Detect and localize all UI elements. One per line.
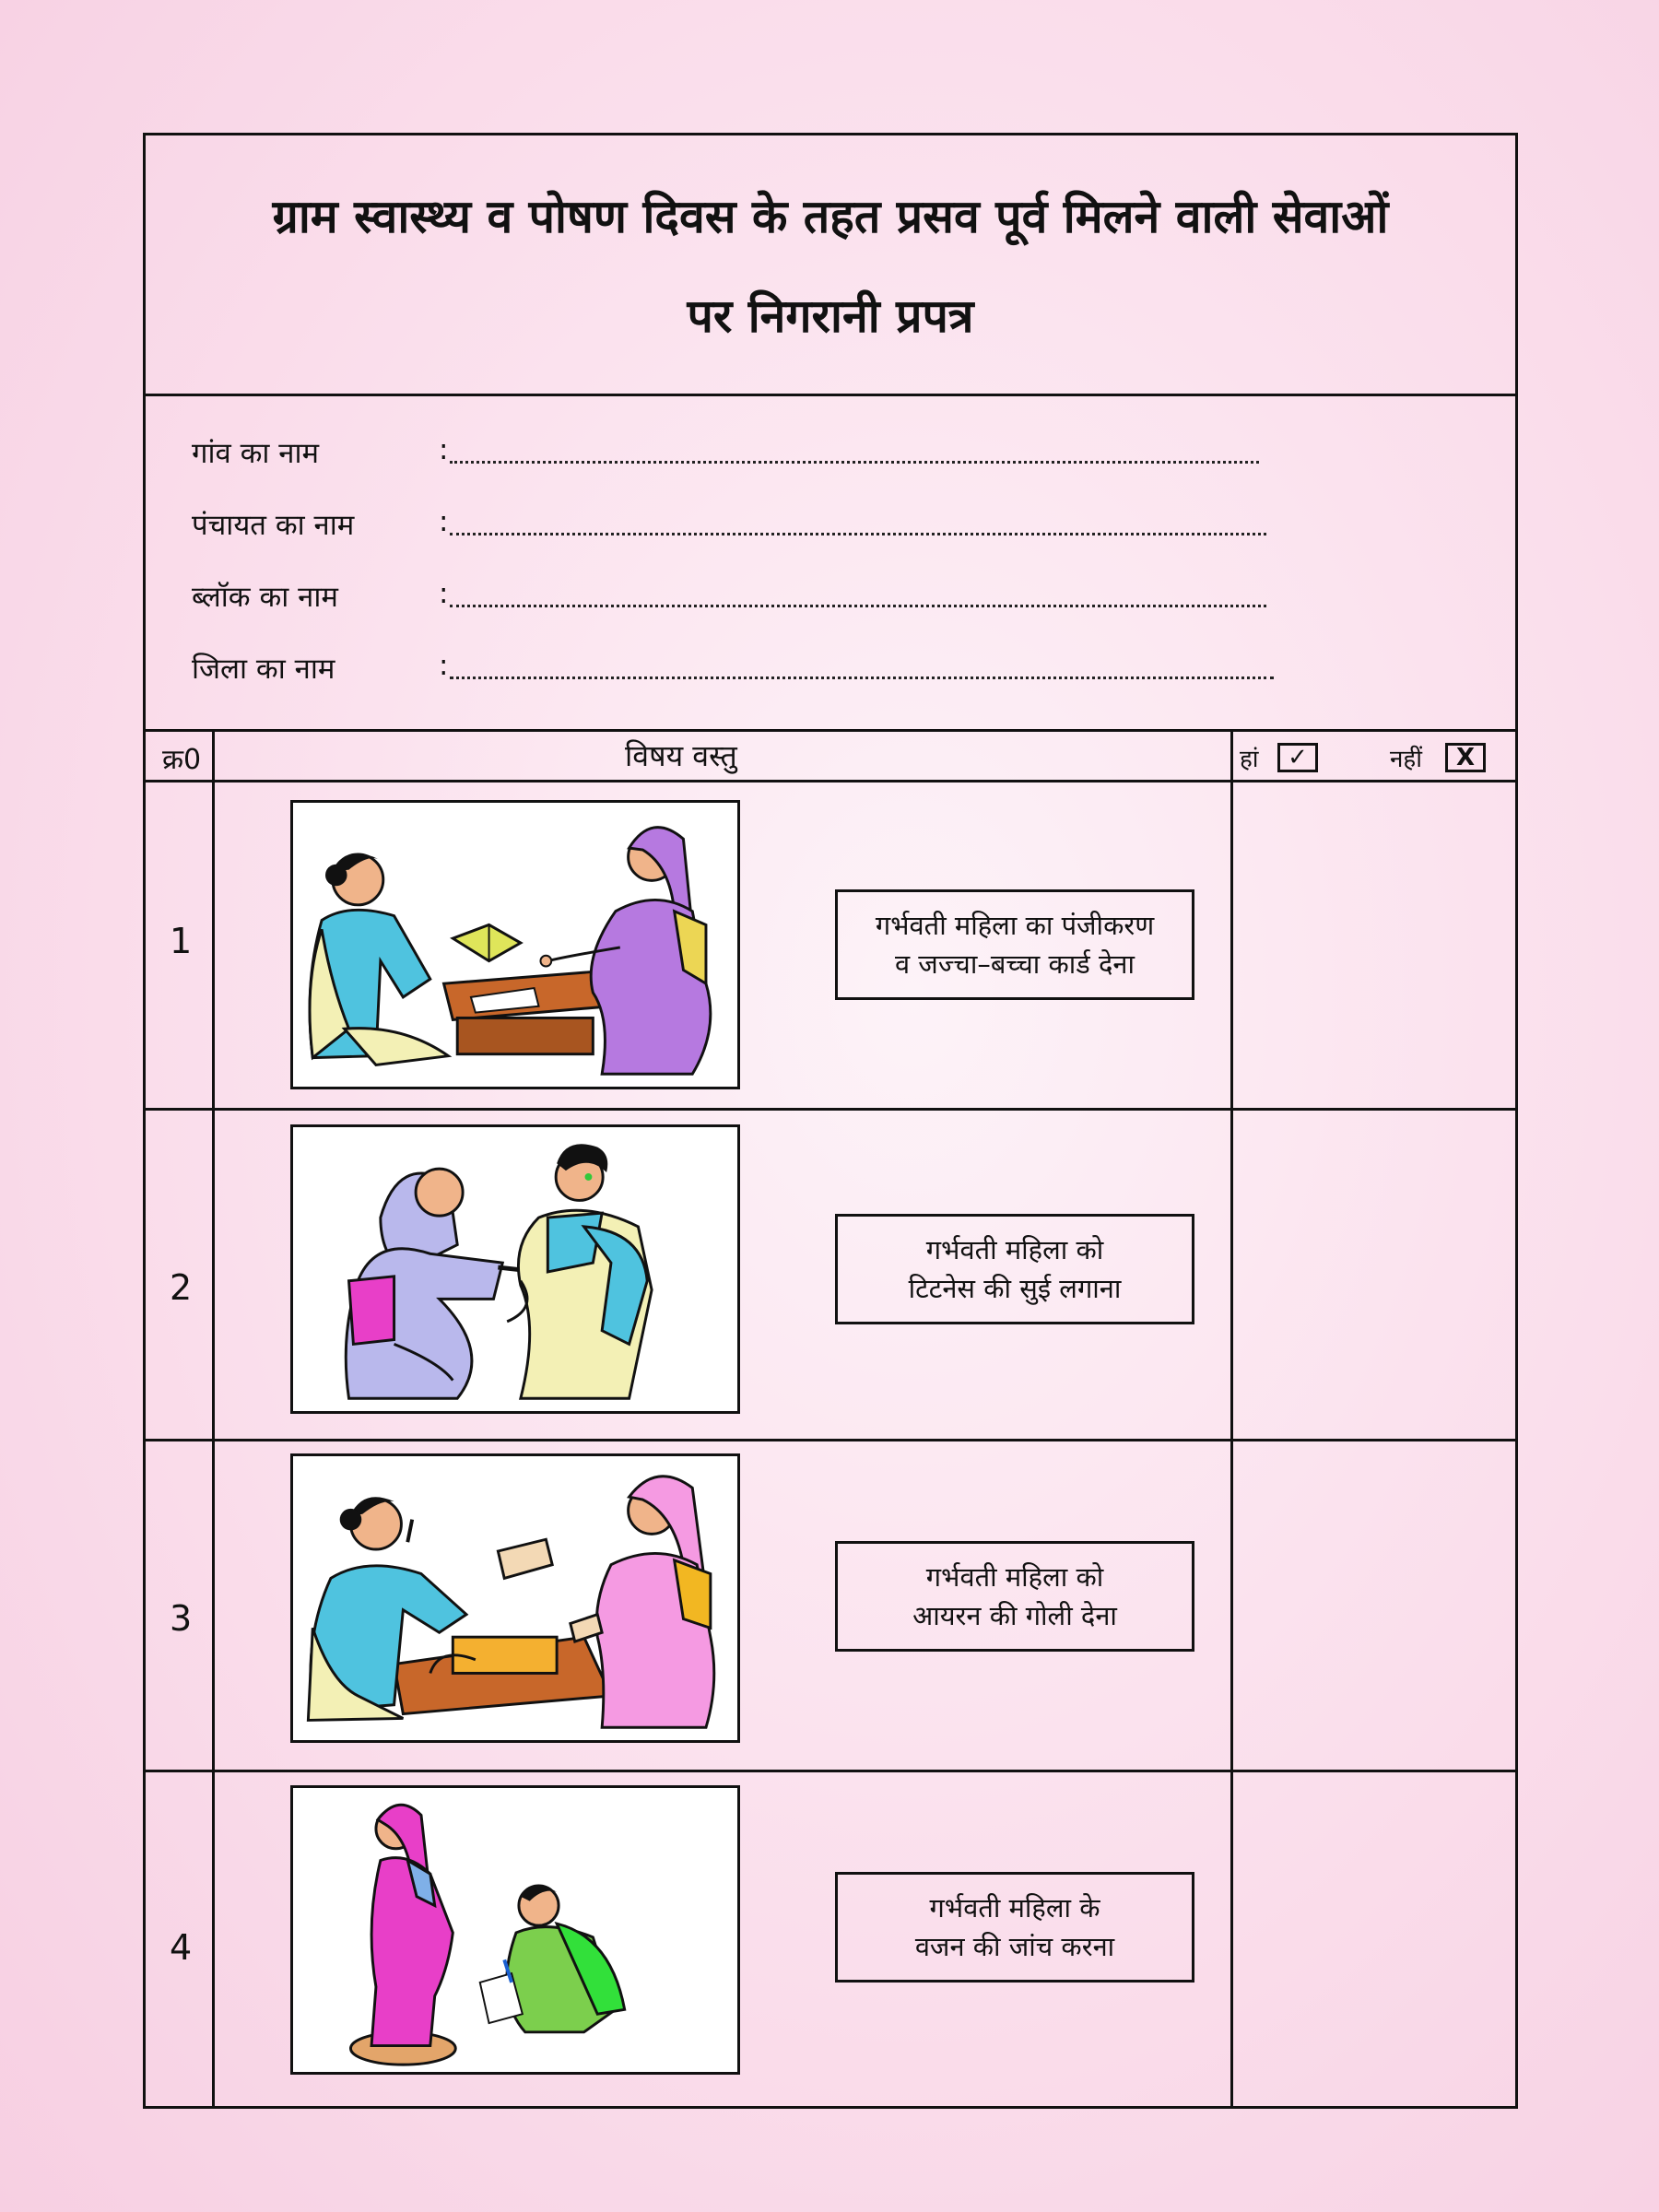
column-header-number: क्र0 bbox=[162, 744, 202, 776]
table-row bbox=[146, 1441, 1515, 1772]
table-row bbox=[146, 782, 1515, 1111]
panchayat-name-blank[interactable] bbox=[450, 533, 1266, 535]
table-row bbox=[146, 1772, 1515, 2109]
form-title-line2: पर निगरानी प्रपत्र bbox=[687, 289, 974, 343]
row-caption: गर्भवती महिला का पंजीकरण व जज्चा–बच्चा कार्ड देना bbox=[835, 889, 1194, 1000]
row-caption: गर्भवती महिला को टिटनेस की सुई लगाना bbox=[835, 1214, 1194, 1324]
no-cross-icon: X bbox=[1445, 743, 1486, 772]
block-name-label: ब्लॉक का नाम bbox=[192, 581, 338, 614]
row-number: 1 bbox=[170, 921, 193, 961]
row-number: 3 bbox=[170, 1598, 193, 1639]
block-name-blank[interactable] bbox=[450, 605, 1266, 607]
row-number: 4 bbox=[170, 1927, 193, 1968]
row-caption: गर्भवती महिला को आयरन की गोली देना bbox=[835, 1541, 1194, 1652]
form-title bbox=[146, 135, 1515, 396]
table-header bbox=[146, 729, 1515, 782]
column-header-no: नहीं bbox=[1390, 746, 1422, 773]
district-name-blank[interactable] bbox=[450, 677, 1274, 679]
location-fields: गांव का नाम : पंचायत का नाम : ब्लॉक का नाम : जिला का नाम : bbox=[146, 396, 1515, 865]
column-header-yes: हां bbox=[1240, 746, 1259, 773]
row-number: 2 bbox=[170, 1267, 193, 1308]
row-caption: गर्भवती महिला के वजन की जांच करना bbox=[835, 1872, 1194, 1983]
registration-illustration bbox=[290, 800, 740, 1089]
form-title-line1: ग्राम स्वास्थ्य व पोषण दिवस के तहत प्रसव पूर्व मिलने वाली सेवाओं bbox=[272, 190, 1389, 243]
yes-checkmark-icon: ✓ bbox=[1277, 743, 1318, 772]
monitoring-form bbox=[143, 133, 1518, 2109]
table-row bbox=[146, 1111, 1515, 1441]
weight-check-illustration bbox=[290, 1785, 740, 2075]
panchayat-name-label: पंचायत का नाम bbox=[192, 509, 355, 542]
tetanus-injection-illustration bbox=[290, 1124, 740, 1414]
district-name-label: जिला का नाम bbox=[192, 653, 335, 686]
village-name-blank[interactable] bbox=[450, 461, 1259, 464]
column-header-subject: विषय वस्तु bbox=[625, 738, 737, 773]
iron-tablet-illustration bbox=[290, 1453, 740, 1743]
village-name-label: गांव का नाम bbox=[192, 437, 320, 470]
